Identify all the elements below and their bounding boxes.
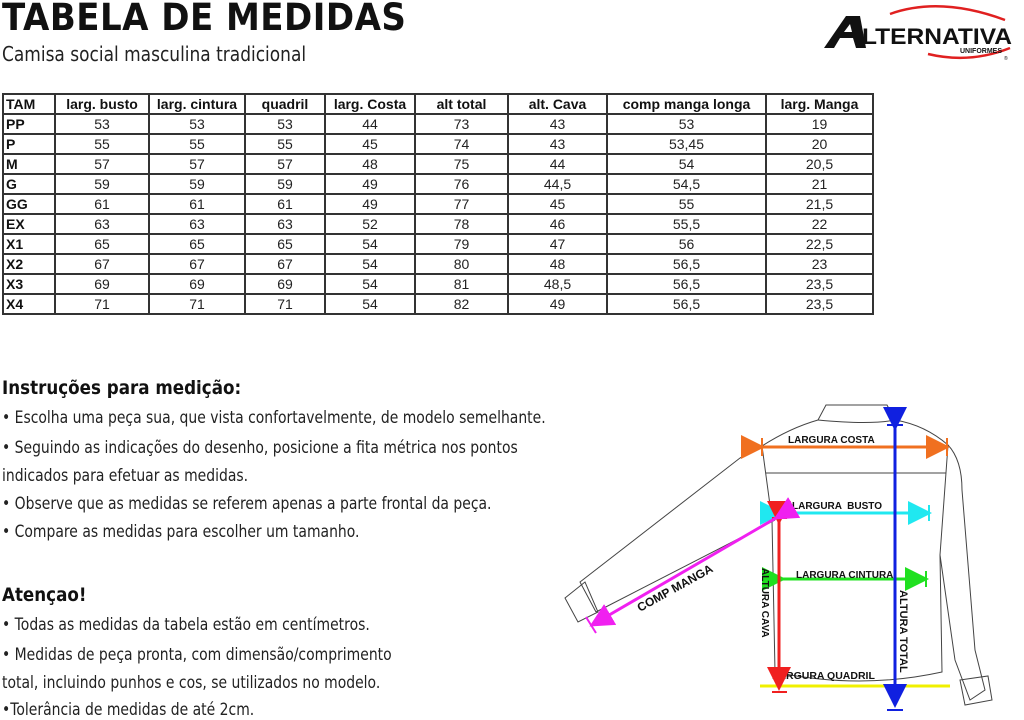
table-row	[3, 254, 873, 274]
shirt-measurement-diagram	[560, 395, 1024, 719]
measurement-cell: 54,5	[607, 174, 766, 194]
label-largura-costa: LARGURA COSTA	[788, 435, 875, 446]
size-label-cell: GG	[3, 194, 55, 214]
measurement-cell: 57	[55, 154, 149, 174]
measurement-cell: 67	[245, 254, 325, 274]
table-row	[3, 234, 873, 254]
label-comp-manga: COMP MANGA	[634, 561, 716, 615]
measurement-cell: 74	[415, 134, 508, 154]
logo-swoosh-top	[890, 6, 1005, 20]
size-label-cell: G	[3, 174, 55, 194]
header-alt-cava: alt. Cava	[508, 94, 607, 114]
measurement-cell: 71	[245, 294, 325, 314]
measurement-cell: 52	[325, 214, 415, 234]
measurement-cell: 54	[325, 274, 415, 294]
measurement-cell: 23,5	[766, 274, 873, 294]
size-label-cell: M	[3, 154, 55, 174]
measurement-cell: 67	[55, 254, 149, 274]
measurement-cell: 23,5	[766, 294, 873, 314]
measurement-cell: 49	[325, 194, 415, 214]
measurement-cell: 43	[508, 134, 607, 154]
measurement-cell: 71	[149, 294, 245, 314]
measurement-cell: 56,5	[607, 274, 766, 294]
measurement-cell: 53	[607, 114, 766, 134]
measurement-cell: 56,5	[607, 294, 766, 314]
label-largura-cintura: LARGURA CINTURA	[796, 570, 894, 581]
measurement-cell: 21,5	[766, 194, 873, 214]
size-label-cell: PP	[3, 114, 55, 134]
measurement-cell: 54	[325, 254, 415, 274]
measurement-cell: 61	[55, 194, 149, 214]
table-row	[3, 154, 873, 174]
attention-line: •Tolerância de medidas de até 2cm.	[2, 700, 255, 720]
logo-tagline-text: UNIFORMES	[960, 48, 1002, 55]
measurement-cell: 80	[415, 254, 508, 274]
measurement-cell: 61	[245, 194, 325, 214]
measurement-cell: 21	[766, 174, 873, 194]
measurement-cell: 49	[508, 294, 607, 314]
measurement-cell: 79	[415, 234, 508, 254]
measurement-cell: 56	[607, 234, 766, 254]
measurement-cell: 20	[766, 134, 873, 154]
attention-line: total, incluindo punhos e cos, se utilizados no modelo.	[2, 673, 381, 693]
measurement-cell: 73	[415, 114, 508, 134]
measurement-cell: 49	[325, 174, 415, 194]
measure-largura-busto	[781, 501, 929, 521]
instructions-title: Instruções para medição:	[2, 377, 242, 399]
measurement-cell: 44,5	[508, 174, 607, 194]
page-title: TABELA DE MEDIDAS	[2, 0, 407, 39]
measure-largura-costa	[762, 435, 947, 456]
measurement-cell: 77	[415, 194, 508, 214]
measurement-cell: 54	[325, 234, 415, 254]
measurement-cell: 46	[508, 214, 607, 234]
measurement-cell: 56,5	[607, 254, 766, 274]
measurement-cell: 43	[508, 114, 607, 134]
table-row	[3, 194, 873, 214]
measurement-cell: 55	[55, 134, 149, 154]
measurement-cell: 67	[149, 254, 245, 274]
measurement-cell: 65	[149, 234, 245, 254]
header-quadril: quadril	[245, 94, 325, 114]
measurement-cell: 63	[55, 214, 149, 234]
measurement-cell: 48	[508, 254, 607, 274]
measurement-cell: 19	[766, 114, 873, 134]
header-alt-total: alt total	[415, 94, 508, 114]
measurement-cell: 65	[245, 234, 325, 254]
measurement-cell: 23	[766, 254, 873, 274]
attention-line: • Todas as medidas da tabela estão em centímetros.	[2, 615, 370, 635]
measurement-cell: 55	[149, 134, 245, 154]
measurement-cell: 54	[325, 294, 415, 314]
measure-altura-total	[887, 425, 909, 710]
measurement-cell: 22,5	[766, 234, 873, 254]
measurement-cell: 59	[149, 174, 245, 194]
measurement-cell: 22	[766, 214, 873, 234]
size-label-cell: X3	[3, 274, 55, 294]
header-larg-cintura: larg. cintura	[149, 94, 245, 114]
label-largura-busto: LARGURA BUSTO	[792, 501, 882, 512]
header-larg-costa: larg. Costa	[325, 94, 415, 114]
measurement-cell: 20,5	[766, 154, 873, 174]
measurement-cell: 82	[415, 294, 508, 314]
measurement-cell: 57	[245, 154, 325, 174]
logo-brand-text: LTERNATIVA	[862, 24, 1013, 49]
table-row	[3, 134, 873, 154]
measurement-cell: 81	[415, 274, 508, 294]
size-label-cell: X4	[3, 294, 55, 314]
logo-registered-mark: ®	[1004, 56, 1008, 62]
measurement-cell: 59	[245, 174, 325, 194]
header-larg-manga: larg. Manga	[766, 94, 873, 114]
attention-line: • Medidas de peça pronta, com dimensão/comprimento	[2, 645, 392, 665]
size-label-cell: X2	[3, 254, 55, 274]
table-row	[3, 294, 873, 314]
measurement-cell: 45	[325, 134, 415, 154]
measurement-cell: 53	[55, 114, 149, 134]
table-row	[3, 274, 873, 294]
measurement-cell: 63	[245, 214, 325, 234]
measurement-cell: 78	[415, 214, 508, 234]
instruction-line: • Seguindo as indicações do desenho, posicione a fita métrica nos pontos	[2, 438, 518, 458]
header-tam: TAM	[3, 94, 55, 114]
table-row	[3, 114, 873, 134]
measurement-cell: 69	[149, 274, 245, 294]
table-header-row	[3, 94, 873, 114]
page-subtitle: Camisa social masculina tradicional	[2, 42, 307, 66]
measurement-cell: 75	[415, 154, 508, 174]
header-larg-busto: larg. busto	[55, 94, 149, 114]
measurement-cell: 61	[149, 194, 245, 214]
measurement-cell: 53	[149, 114, 245, 134]
logo-a-mark	[824, 16, 866, 48]
measurement-cell: 57	[149, 154, 245, 174]
measurement-cell: 55	[607, 194, 766, 214]
header-comp-manga-longa: comp manga longa	[607, 94, 766, 114]
measurement-cell: 65	[55, 234, 149, 254]
measurement-cell: 76	[415, 174, 508, 194]
label-altura-total: ALTURA TOTAL	[897, 590, 909, 673]
measurement-cell: 59	[55, 174, 149, 194]
size-table	[2, 93, 874, 315]
attention-title: Atençao!	[2, 584, 87, 606]
size-label-cell: X1	[3, 234, 55, 254]
measurement-cell: 71	[55, 294, 149, 314]
measurement-cell: 69	[55, 274, 149, 294]
measure-altura-cava	[759, 518, 787, 692]
table-row	[3, 214, 873, 234]
measurement-cell: 55,5	[607, 214, 766, 234]
size-label-cell: EX	[3, 214, 55, 234]
measurement-cell: 53,45	[607, 134, 766, 154]
measure-comp-manga	[586, 518, 776, 633]
measurement-cell: 44	[325, 114, 415, 134]
label-altura-cava: ALTURA CAVA	[759, 568, 770, 638]
measurement-cell: 53	[245, 114, 325, 134]
measurement-cell: 45	[508, 194, 607, 214]
instruction-line: • Observe que as medidas se referem apenas a parte frontal da peça.	[2, 494, 492, 514]
measurement-cell: 54	[607, 154, 766, 174]
measure-largura-quadril	[760, 670, 950, 686]
alternativa-logo	[820, 2, 1020, 62]
instruction-line: indicados para efetuar as medidas.	[2, 466, 249, 486]
measurement-cell: 63	[149, 214, 245, 234]
instruction-line: • Escolha uma peça sua, que vista confortavelmente, de modelo semelhante.	[2, 408, 546, 428]
measurement-cell: 48,5	[508, 274, 607, 294]
measure-largura-cintura	[783, 570, 926, 587]
measurement-cell: 69	[245, 274, 325, 294]
measurement-cell: 47	[508, 234, 607, 254]
measurement-cell: 48	[325, 154, 415, 174]
instruction-line: • Compare as medidas para escolher um tamanho.	[2, 522, 360, 542]
size-label-cell: P	[3, 134, 55, 154]
measurement-cell: 44	[508, 154, 607, 174]
label-largura-quadril: LARGURA QUADRIL	[772, 670, 875, 682]
table-row	[3, 174, 873, 194]
measurement-cell: 55	[245, 134, 325, 154]
